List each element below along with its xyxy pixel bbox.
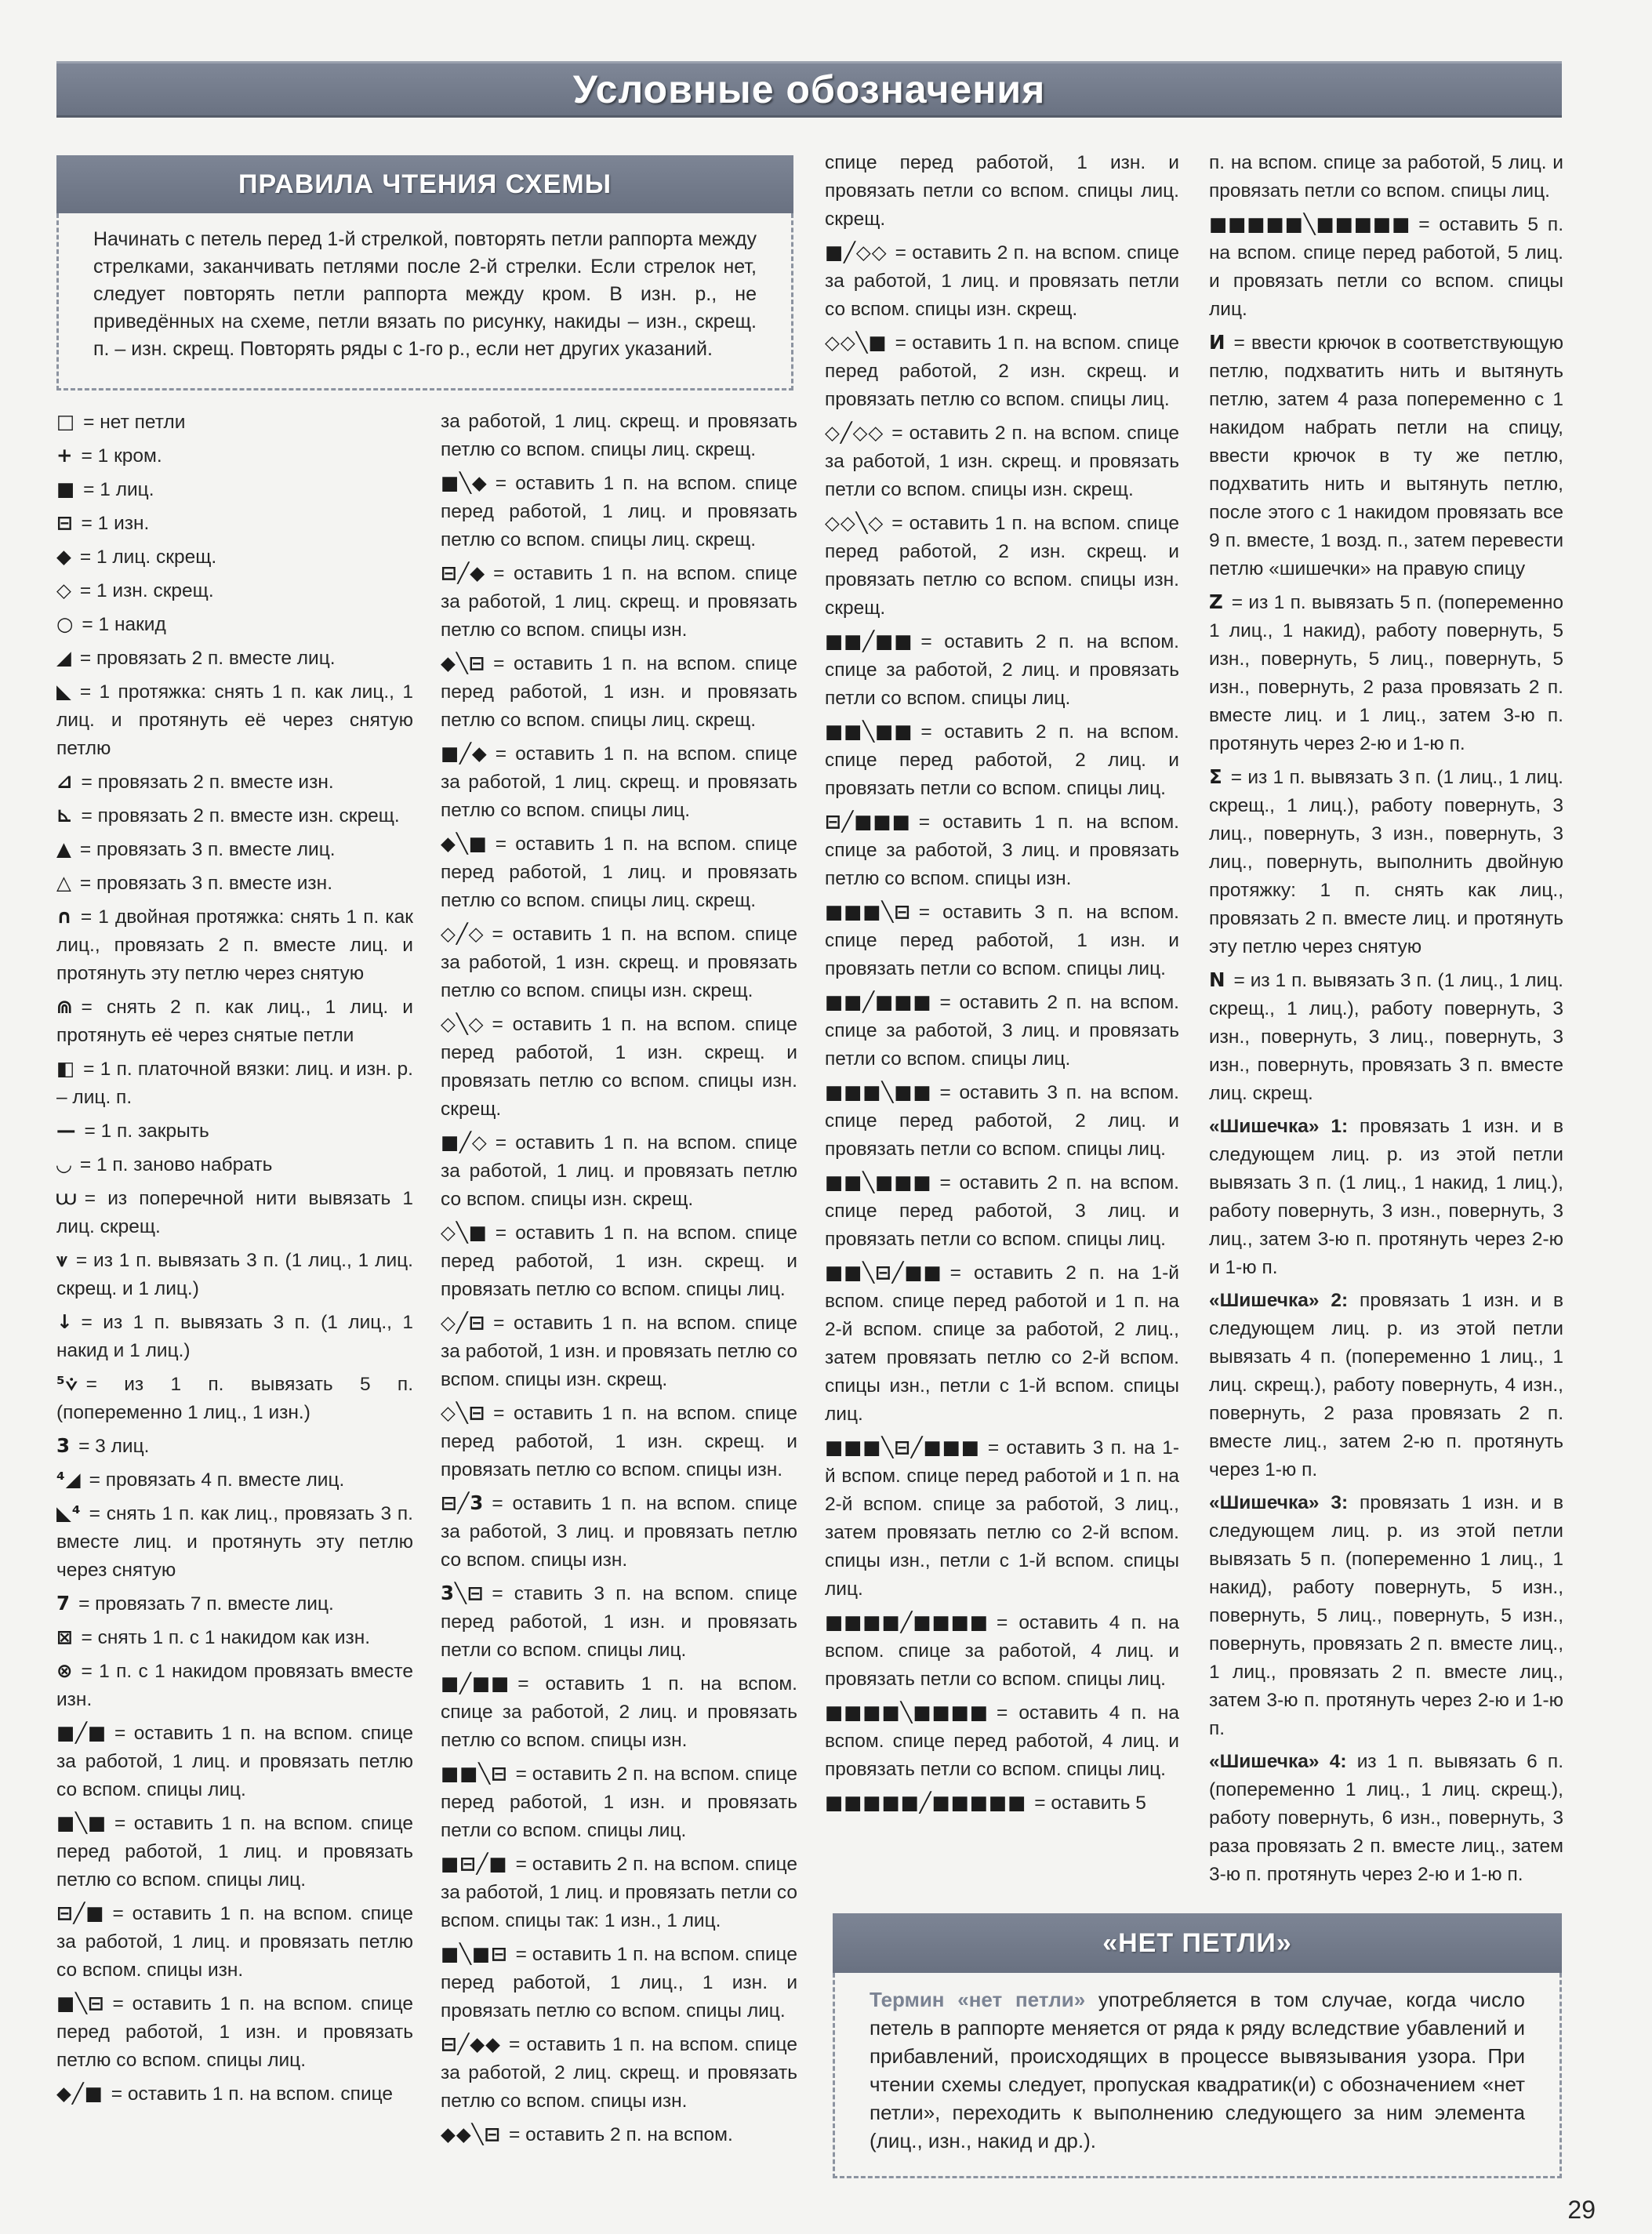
stitch-symbol-icon: ■■■■■╱■■■■■	[825, 1791, 1027, 1814]
legend-entry	[1209, 1287, 1563, 1484]
entry-text: = снять 2 п. как лиц., 1 лиц. и протянуть её через снятые петли	[56, 997, 413, 1046]
entry-text: = оставить 1 п. на вспом. спице перед работой, 1 лиц. и провязать петлю со вспом. спицы лиц.	[56, 1813, 413, 1891]
entry-heading: «Шишечка» 1:	[1209, 1116, 1349, 1137]
legend-entry	[825, 808, 1179, 893]
entry-text: провязать 1 изн. и в следующем лиц. р. из этой петли вывязать 5 п. (попеременно 1 лиц., 1 накид), работу повернуть, 5 изн., повернуть, 5 лиц., повернуть, 5 изн., повернуть, провязать 2 п. вместе лиц., 1 лиц., провязать 2 п. вместе лиц., затем 3-ю п. протянуть через 2-ю и 1-ю п.	[1209, 1492, 1563, 1739]
legend-entry	[56, 1499, 413, 1585]
entry-text: = оставить 2 п. на вспом. спице за работой, 1 лиц. и провязать петли со вспом. спицы так: 1 изн., 1 лиц.	[441, 1854, 797, 1931]
entry-text: = ввести крючок в соответствующую петлю, подхватить нить и вытянуть петлю, затем 4 раза попеременно с 1 накидом набрать петли на спицу, ввести крючок в ту же петлю, подхватить нить и вытянуть петлю, после этого с 1 накидом провязать все 9 п. вместе, 1 возд. п., затем перевести петлю «шишечки» на правую спицу	[1209, 332, 1563, 579]
stitch-symbol-icon: ⊗	[56, 1659, 74, 1682]
entry-text: = оставить 2 п. на 1-й вспом. спице перед работой и 1 п. на 2-й вспом. спице за работой, 2 лиц., затем провязать петлю со 2-й вспом. спицы изн., петли с 1-й вспом. спицы лиц.	[825, 1262, 1179, 1425]
entry-text: = снять 1 п. как лиц., провязать 3 п. вместе лиц. и протянуть эту петлю через снятую	[56, 1503, 413, 1581]
no-stitch-text: употребляется в том случае, когда число петель в раппорте меняется от ряда к ряду вследствие убавлений и прибавлений, происходящих в процессе вывязывания узора. При чтении схемы следует, пропуская квадратик(и) с обозначением «нет петли», переходить к выполнению следующего за ним элемента (лиц., изн., накид и др.).	[870, 1988, 1525, 2152]
legend-entry	[1209, 210, 1563, 324]
entry-text: = оставить 4 п. на вспом. спице за работой, 4 лиц. и провязать петли со вспом. спицы лиц.	[825, 1612, 1179, 1690]
entry-text: = из 1 п. вывязать 3 п. (1 лиц., 1 накид и 1 лиц.)	[56, 1312, 413, 1361]
entry-text: = оставить 2 п. на вспом. спице за работой, 3 лиц. и провязать петли со вспом. спицы лиц.	[825, 992, 1179, 1070]
legend-entry	[825, 717, 1179, 803]
stitch-symbol-icon: ⩛	[56, 1248, 68, 1271]
legend-entry	[441, 920, 797, 1005]
entry-text: провязать 1 изн. и в следующем лиц. р. из этой петли вывязать 3 п. (1 лиц., 1 накид, 1 лиц.), работу повернуть, 3 изн., повернуть, 3 лиц., затем 3-ю п. протянуть через 2-ю и 1-ю п.	[1209, 1116, 1563, 1278]
legend-entry	[56, 1308, 413, 1365]
entry-text: = 1 п. с 1 накидом провязать вместе изн.	[56, 1661, 413, 1710]
entry-text: = оставить 1 п. на вспом. спице	[111, 2083, 394, 2105]
stitch-symbol-icon: ◇◇╲■	[825, 331, 888, 354]
entry-text: = из 1 п. вывязать 5 п. (попеременно 1 лиц., 1 изн.)	[56, 1374, 413, 1423]
entry-text: = оставить 5	[1034, 1793, 1146, 1814]
stitch-symbol-icon: ■■■■■╲■■■■■	[1209, 213, 1411, 235]
legend-entry	[441, 830, 797, 915]
stitch-symbol-icon: ◇╲⊟	[441, 1401, 486, 1424]
stitch-symbol-icon: ◇╲◇	[441, 1012, 485, 1035]
legend-entry	[825, 1698, 1179, 1784]
entry-text: = оставить 1 п. на вспом. спице за работой, 2 лиц. и провязать петлю со вспом. спицы изн.	[441, 1673, 797, 1751]
legend-entry	[441, 2030, 797, 2116]
stitch-symbol-icon: ■■╱■■■	[825, 990, 932, 1013]
entry-text: = оставить 1 п. на вспом. спице за работой, 1 лиц. скрещ. и провязать петлю со вспом. спицы изн.	[441, 563, 797, 641]
legend-entry	[56, 408, 413, 437]
entry-text: = оставить 1 п. на вспом. спице перед работой, 1 изн. и провязать петлю со вспом. спицы лиц.	[56, 1993, 413, 2071]
stitch-symbol-icon: И	[1209, 331, 1226, 354]
stitch-symbol-icon: □	[56, 410, 76, 433]
entry-text: = 1 двойная протяжка: снять 1 п. как лиц., провязать 2 п. вместе лиц. и протянуть эту петлю через снятую	[56, 906, 413, 984]
legend-entry	[56, 835, 413, 864]
entry-text: = нет петли	[83, 412, 186, 433]
entry-text: = оставить 2 п. на вспом. спице перед работой, 2 лиц. и провязать петли со вспом. спицы лиц.	[825, 721, 1179, 799]
entry-text: = оставить 1 п. на вспом. спице за работой, 1 лиц. и провязать петлю со вспом. спицы изн. скрещ.	[441, 1132, 797, 1210]
legend-entry	[441, 1309, 797, 1394]
entry-text: = провязать 2 п. вместе лиц.	[79, 648, 336, 669]
stitch-symbol-icon: ◧	[56, 1057, 76, 1080]
rules-box	[56, 213, 793, 390]
entry-text: = из 1 п. вывязать 3 п. (1 лиц., 1 лиц. скрещ. и 1 лиц.)	[56, 1250, 413, 1299]
entry-text: = 1 п. заново набрать	[79, 1154, 273, 1175]
entry-text: = из поперечной нити вывязать 1 лиц. скрещ.	[56, 1188, 413, 1237]
entry-text: = провязать 4 п. вместе лиц.	[89, 1469, 345, 1491]
legend-entry	[56, 1899, 413, 1985]
stitch-symbol-icon: ■■╲⊟	[441, 1762, 508, 1785]
legend-entry	[825, 1078, 1179, 1164]
stitch-symbol-icon: 7	[56, 1592, 71, 1615]
stitch-symbol-icon: ■■╲■■	[825, 720, 913, 743]
entry-text: = из 1 п. вывязать 5 п. (попеременно 1 лиц., 1 накид), работу повернуть, 5 изн., повернуть, 5 лиц., повернуть, 5 изн., повернуть, 2 раза провязать 2 п. вместе лиц. и 1 лиц., затем 3-ю п. протянуть через 2-ю и 1-ю п.	[1209, 592, 1563, 754]
stitch-symbol-icon: ⊟╱■■■	[825, 810, 911, 833]
legend-entry	[56, 869, 413, 898]
stitch-symbol-icon: ⊾	[56, 804, 74, 826]
stitch-symbol-icon: ⊠	[56, 1626, 74, 1648]
entry-text: = оставить 2 п. на вспом. спице перед работой, 1 изн. и провязать петли со вспом. спицы лиц.	[441, 1764, 797, 1841]
entry-text: = оставить 2 п. на вспом. спице перед работой, 3 лиц. и провязать петли со вспом. спицы лиц.	[825, 1172, 1179, 1250]
stitch-symbol-icon: 3╲⊟	[441, 1582, 485, 1604]
entry-text: = оставить 1 п. на вспом. спице перед работой, 1 изн. скрещ. и провязать петлю со вспом. спицы лиц.	[441, 1222, 797, 1300]
legend-entry	[441, 1219, 797, 1304]
stitch-symbol-icon: ◇╲■	[441, 1221, 488, 1244]
legend-entry	[56, 1589, 413, 1618]
entry-text: спице перед работой, 1 изн. и провязать петли со вспом. спицы лиц. скрещ.	[825, 152, 1179, 230]
entry-text: = оставить 2 п. на вспом. спице за работой, 1 изн. скрещ. и провязать петли со вспом. спицы изн. скрещ.	[825, 423, 1179, 500]
stitch-symbol-icon: ■⊟╱■	[441, 1852, 508, 1875]
legend-entry	[56, 644, 413, 673]
entry-text: = 1 кром.	[81, 445, 162, 467]
stitch-symbol-icon: ■╱◇	[441, 1131, 488, 1153]
entry-text: = оставить 1 п. на вспом. спице перед работой, 1 лиц., 1 изн. и провязать петлю со вспом. спицы лиц.	[441, 1944, 797, 2021]
legend-entry	[56, 768, 413, 797]
entry-text: = провязать 2 п. вместе изн.	[81, 772, 334, 793]
stitch-symbol-icon: ⊟╱◆	[441, 561, 486, 584]
legend-entry	[1209, 1489, 1563, 1743]
stitch-symbol-icon: ◇	[56, 579, 72, 601]
legend-entry	[825, 627, 1179, 713]
page-number: 29	[1567, 2196, 1596, 2224]
legend-entry	[1209, 763, 1563, 961]
legend-entry	[1209, 588, 1563, 758]
stitch-symbol-icon: ◇╱◇◇	[825, 421, 884, 444]
entry-text: = из 1 п. вывязать 3 п. (1 лиц., 1 лиц. скрещ., 1 лиц.), работу повернуть, 3 лиц., повернуть, 3 изн., повернуть, 3 лиц., повернуть, выполнить двойную протяжку: 1 п. снять как лиц., провязать 2 п. вместе лиц. и протянуть эту петлю через снятую	[1209, 767, 1563, 957]
legend-entry	[56, 1150, 413, 1179]
entry-text: = 3 лиц.	[78, 1436, 150, 1457]
no-stitch-title: «НЕТ ПЕТЛИ»	[1102, 1927, 1292, 1958]
entry-text: из 1 п. вывязать 6 п. (попеременно 1 лиц., 1 лиц. скрещ.), работу повернуть, 6 изн., повернуть, 3 раза провязать 2 п. вместе лиц., затем 3-ю п. протянуть через 2-ю и 1-ю п.	[1209, 1751, 1564, 1885]
legend-entry	[56, 543, 413, 572]
legend-entry	[56, 1055, 413, 1112]
entry-text: = оставить 1 п. на вспом. спице перед работой, 2 изн. скрещ. и провязать петлю со вспом. спицы изн. скрещ.	[825, 513, 1179, 619]
rules-title: ПРАВИЛА ЧТЕНИЯ СХЕМЫ	[238, 169, 612, 199]
legend-entry	[56, 1809, 413, 1894]
legend-entry	[825, 329, 1179, 414]
stitch-symbol-icon: ◆╲⊟	[441, 652, 486, 674]
legend-entry	[441, 1760, 797, 1845]
stitch-symbol-icon: ◡	[56, 1153, 72, 1175]
stitch-symbol-icon: ⊿	[56, 770, 74, 793]
stitch-symbol-icon: ◆╲■	[441, 832, 488, 855]
entry-text: = оставить 1 п. на вспом. спице перед работой, 2 изн. скрещ. и провязать петлю со вспом. спицы лиц.	[825, 332, 1179, 410]
entry-text: = оставить 3 п. на вспом. спице перед работой, 1 изн. и провязать петли со вспом. спицы лиц.	[825, 902, 1179, 979]
rules-heading	[56, 155, 793, 213]
legend-entry	[825, 898, 1179, 983]
entry-text: п. на вспом. спице за работой, 5 лиц. и провязать петли со вспом. спицы лиц.	[1209, 152, 1563, 202]
entry-text: = оставить 1 п. на вспом. спице за работой, 1 лиц. и провязать петлю со вспом. спицы лиц.	[56, 1723, 413, 1800]
legend-entry	[441, 2120, 797, 2149]
legend-entry	[441, 649, 797, 735]
legend-entry	[441, 1128, 797, 1214]
entry-heading: «Шишечка» 3:	[1209, 1492, 1349, 1513]
entry-text: = 1 изн. скрещ.	[79, 580, 214, 601]
stitch-symbol-icon: ◇╱◇	[441, 922, 485, 945]
legend-column-4	[1209, 149, 1563, 1894]
stitch-symbol-icon: ◆◆╲⊟	[441, 2123, 501, 2145]
legend-entry	[56, 1246, 413, 1303]
legend-entry	[56, 993, 413, 1050]
legend-entry	[825, 509, 1179, 623]
no-stitch-box	[833, 1973, 1562, 2178]
stitch-symbol-icon: ■	[56, 478, 76, 500]
legend-entry	[825, 1168, 1179, 1254]
legend-entry	[441, 1850, 797, 1935]
legend-entry	[825, 1608, 1179, 1694]
no-stitch-heading	[833, 1913, 1562, 1973]
legend-entry	[56, 2080, 413, 2109]
entry-text: = оставить 1 п. на вспом. спице перед работой, 1 лиц. и провязать петлю со вспом. спицы лиц. скрещ.	[441, 834, 797, 911]
entry-text: = провязать 7 п. вместе лиц.	[78, 1593, 334, 1615]
legend-entry	[441, 1669, 797, 1755]
legend-entry	[441, 1579, 797, 1665]
entry-text: = провязать 2 п. вместе изн. скрещ.	[81, 805, 400, 826]
entry-text: = 1 накид	[82, 614, 166, 635]
entry-text: = снять 1 п. с 1 накидом как изн.	[81, 1627, 371, 1648]
stitch-symbol-icon: ⋒	[56, 995, 74, 1018]
stitch-symbol-icon: ■■╱■■	[825, 630, 913, 652]
stitch-symbol-icon: ■■╲■■■	[825, 1171, 932, 1193]
stitch-symbol-icon: ○	[56, 612, 74, 635]
stitch-symbol-icon: ■╱◆	[441, 742, 488, 765]
entry-text: = 1 п. платочной вязки: лиц. и изн. р. – лиц. п.	[56, 1059, 413, 1108]
entry-text: = оставить 2 п. на вспом. спице за работой, 2 лиц. и провязать петли со вспом. спицы лиц.	[825, 631, 1179, 709]
legend-column-2	[441, 408, 797, 2154]
legend-entry	[56, 1184, 413, 1241]
legend-entry	[441, 1010, 797, 1124]
stitch-symbol-icon: ■╱◇◇	[825, 241, 888, 263]
legend-entry	[1209, 149, 1563, 205]
stitch-symbol-icon: 3	[56, 1434, 71, 1457]
entry-text: = оставить 1 п. на вспом. спице перед работой, 1 изн. скрещ. и провязать петлю со вспом. спицы изн. скрещ.	[441, 1014, 797, 1120]
stitch-symbol-icon: ⁵⩒	[56, 1372, 78, 1395]
stitch-symbol-icon: ⁴◢	[56, 1468, 82, 1491]
legend-entry	[825, 149, 1179, 234]
stitch-symbol-icon: ⊟	[56, 511, 74, 534]
legend-column-3	[825, 149, 1179, 1822]
stitch-symbol-icon: ◆	[56, 545, 72, 568]
entry-heading: «Шишечка» 4:	[1209, 1751, 1347, 1772]
entry-text: = оставить 1 п. на вспом. спице перед работой, 1 изн. и провязать петлю со вспом. спицы лиц. скрещ.	[441, 653, 797, 731]
entry-text: = оставить 1 п. на вспом. спице за работой, 1 лиц. скрещ. и провязать петлю со вспом. спицы лиц.	[441, 743, 797, 821]
stitch-symbol-icon: ■■■╲⊟╱■■■	[825, 1436, 980, 1458]
entry-text: = 1 протяжка: снять 1 п. как лиц., 1 лиц. и протянуть её через снятую петлю	[56, 681, 413, 759]
legend-entry	[1209, 1113, 1563, 1282]
legend-entry	[441, 559, 797, 645]
stitch-symbol-icon: ■╲◆	[441, 471, 488, 494]
legend-entry	[1209, 966, 1563, 1108]
legend-entry	[825, 1789, 1179, 1818]
entry-text: = 1 лиц. скрещ.	[79, 547, 217, 568]
stitch-symbol-icon: ■■╲⊟╱■■	[825, 1261, 942, 1284]
legend-entry	[56, 1623, 413, 1652]
entry-text: = ставить 3 п. на вспом. спице перед работой, 1 изн. и провязать петли со вспом. спицы лиц.	[441, 1583, 797, 1661]
legend-entry	[56, 903, 413, 988]
entry-text: за работой, 1 лиц. скрещ. и провязать петлю со вспом. спицы лиц. скрещ.	[441, 411, 797, 460]
legend-entry	[56, 1989, 413, 2075]
stitch-symbol-icon: ■╲■⊟	[441, 1942, 508, 1965]
entry-text: = оставить 3 п. на вспом. спице перед работой, 2 лиц. и провязать петли со вспом. спицы лиц.	[825, 1082, 1179, 1160]
stitch-symbol-icon: ⩊	[56, 1186, 77, 1209]
stitch-symbol-icon: +	[56, 444, 74, 467]
entry-text: = оставить 1 п. на вспом. спице за работой, 3 лиц. и провязать петлю со вспом. спицы изн.	[441, 1493, 797, 1571]
legend-entry	[56, 1657, 413, 1714]
stitch-symbol-icon: ⊟╱◆◆	[441, 2032, 501, 2055]
stitch-symbol-icon: ◇◇╲◇	[825, 511, 884, 534]
entry-text: = оставить 1 п. на вспом. спице за работой, 1 изн. скрещ. и провязать петлю со вспом. спицы изн. скрещ.	[441, 924, 797, 1001]
legend-entry	[56, 475, 413, 504]
entry-text: = из 1 п. вывязать 3 п. (1 лиц., 1 лиц. скрещ., 1 лиц.), работу повернуть, 3 изн., повернуть, 3 лиц., повернуть, 3 изн., повернуть, провязать 3 п. вместе лиц. скрещ.	[1209, 970, 1563, 1104]
entry-text: = оставить 2 п. на вспом. спице за работой, 1 лиц. и провязать петли со вспом. спицы изн. скрещ.	[825, 242, 1179, 320]
stitch-symbol-icon: ↓	[56, 1310, 74, 1333]
entry-text: = провязать 3 п. вместе лиц.	[79, 839, 336, 860]
stitch-symbol-icon: ⊟╱■	[56, 1902, 105, 1924]
legend-entry	[56, 1466, 413, 1495]
entry-text: = оставить 1 п. на вспом. спице за работой, 1 лиц. и провязать петлю со вспом. спицы изн.	[56, 1903, 413, 1981]
legend-entry	[825, 238, 1179, 324]
legend-entry	[56, 1370, 413, 1427]
stitch-symbol-icon: ⊟╱3	[441, 1491, 485, 1514]
legend-entry	[56, 1432, 413, 1461]
legend-entry	[56, 1719, 413, 1804]
stitch-symbol-icon: N	[1209, 968, 1226, 991]
rules-text: Начинать с петель перед 1-й стрелкой, повторять петли раппорта между стрелками, заканчивать петлями после 2-й стрелки. Если стрелок нет, следует повторять петли раппорта между кром. В изн. р., не приведённых на схеме, петли вязать по рисунку, накиды – изн., скрещ. п. – изн. скрещ. Повторять ряды с 1-го р., если нет других указаний.	[93, 228, 757, 360]
stitch-symbol-icon: ◣	[56, 680, 72, 703]
stitch-symbol-icon: ■■■╲■■	[825, 1081, 932, 1103]
stitch-symbol-icon: △	[56, 871, 72, 894]
stitch-symbol-icon: ■■■╲⊟	[825, 900, 911, 923]
stitch-symbol-icon: ◢	[56, 646, 72, 669]
legend-entry	[1209, 1748, 1563, 1889]
entry-text: = 1 изн.	[81, 513, 150, 534]
legend-entry	[56, 441, 413, 470]
legend-entry	[441, 408, 797, 464]
legend-entry	[56, 610, 413, 639]
legend-entry	[441, 1489, 797, 1575]
legend-entry	[441, 1399, 797, 1484]
stitch-symbol-icon: —	[56, 1119, 77, 1142]
stitch-symbol-icon: ◇╱⊟	[441, 1311, 486, 1334]
no-stitch-paragraph	[870, 1985, 1525, 2155]
legend-entry	[56, 576, 413, 605]
legend-entry	[56, 509, 413, 538]
entry-text: = 1 п. закрыть	[84, 1121, 209, 1142]
legend-entry	[56, 1117, 413, 1146]
stitch-symbol-icon: ■╲■	[56, 1811, 107, 1834]
entry-text: = оставить 5 п. на вспом. спице перед работой, 5 лиц. и провязать петли со вспом. спицы лиц.	[1209, 214, 1563, 320]
stitch-symbol-icon: ■■■■╲■■■■	[825, 1701, 989, 1724]
page-banner	[56, 61, 1562, 118]
legend-entry	[441, 1940, 797, 2025]
stitch-symbol-icon: Z	[1209, 590, 1224, 613]
banner-title: Условные обозначения	[572, 67, 1046, 111]
entry-text: = оставить 1 п. на вспом. спице за работой, 1 изн. и провязать петлю со вспом. спицы изн. скрещ.	[441, 1313, 797, 1390]
stitch-symbol-icon: ∩	[56, 905, 73, 928]
stitch-symbol-icon: ■■■■╱■■■■	[825, 1611, 989, 1633]
legend-entry	[825, 1433, 1179, 1604]
stitch-symbol-icon: ◣⁴	[56, 1502, 82, 1524]
entry-text: = оставить 4 п. на вспом. спице перед работой, 4 лиц. и провязать петли со вспом. спицы лиц.	[825, 1702, 1179, 1780]
entry-text: = провязать 3 п. вместе изн.	[79, 873, 333, 894]
entry-heading: «Шишечка» 2:	[1209, 1290, 1349, 1311]
entry-text: провязать 1 изн. и в следующем лиц. р. из этой петли вывязать 4 п. (попеременно 1 лиц., 1 лиц. скрещ.), работу повернуть, 4 изн., повернуть, 2 раза провязать 2 п. вместе лиц., затем 2-ю п. протянуть через 1-ю п.	[1209, 1290, 1563, 1480]
stitch-symbol-icon: ■╱■	[56, 1721, 107, 1744]
no-stitch-term: Термин «нет петли»	[870, 1988, 1086, 2011]
entry-text: = оставить 3 п. на 1-й вспом. спице перед работой и 1 п. на 2-й вспом. спице за работой, 3 лиц., затем провязать петлю со 2-й вспом. спицы изн., петли с 1-й вспом. спицы лиц.	[825, 1437, 1179, 1600]
legend-entry	[56, 801, 413, 830]
legend-entry	[56, 677, 413, 763]
legend-entry	[825, 419, 1179, 504]
legend-column-1	[56, 408, 413, 2113]
stitch-symbol-icon: ■╱■■	[441, 1672, 510, 1695]
stitch-symbol-icon: ■╲⊟	[56, 1992, 105, 2014]
stitch-symbol-icon: ◆╱■	[56, 2082, 103, 2105]
stitch-symbol-icon: Σ	[1209, 765, 1223, 788]
legend-entry	[825, 988, 1179, 1073]
legend-entry	[441, 469, 797, 554]
entry-text: = оставить 2 п. на вспом.	[508, 2124, 733, 2145]
entry-text: = оставить 1 п. на вспом. спице за работой, 2 лиц. скрещ. и провязать петлю со вспом. спицы изн.	[441, 2034, 797, 2112]
entry-text: = оставить 1 п. на вспом. спице за работой, 3 лиц. и провязать петлю со вспом. спицы изн.	[825, 812, 1179, 889]
stitch-symbol-icon: ▲	[56, 837, 72, 860]
legend-entry	[1209, 329, 1563, 583]
entry-text: = оставить 1 п. на вспом. спице перед работой, 1 изн. скрещ. и провязать петлю со вспом. спицы изн.	[441, 1403, 797, 1480]
legend-entry	[441, 739, 797, 825]
entry-text: = оставить 1 п. на вспом. спице перед работой, 1 лиц. и провязать петлю со вспом. спицы лиц. скрещ.	[441, 473, 797, 550]
legend-entry	[825, 1259, 1179, 1429]
entry-text: = 1 лиц.	[83, 479, 154, 500]
